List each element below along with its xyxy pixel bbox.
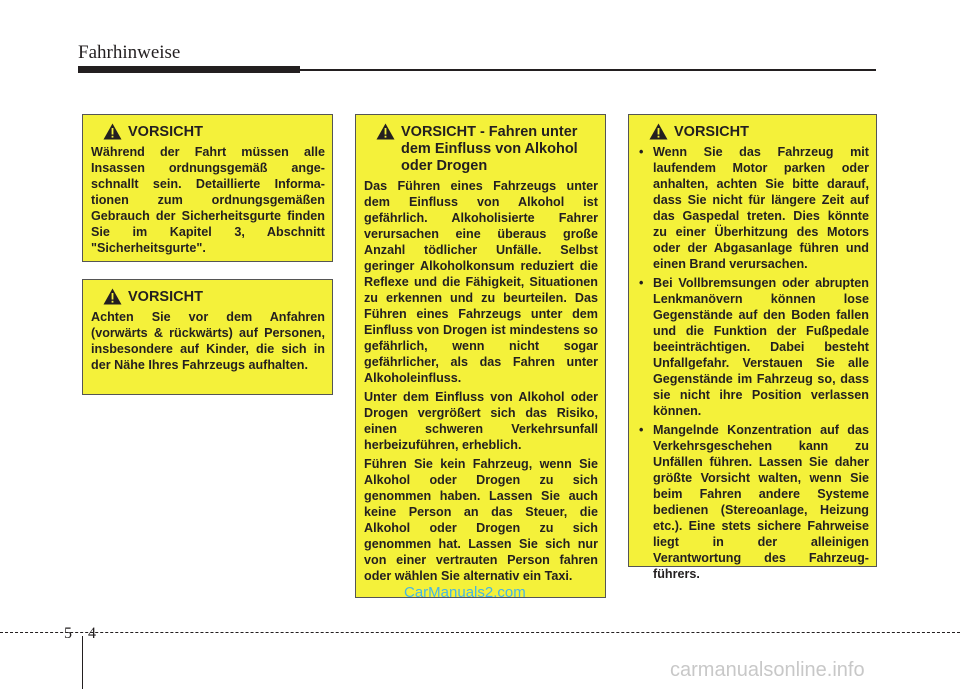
list-item: • Mangelnde Konzentration auf das Verkehrsgeschehen kann zu Unfällen führen. Lassen Sie daher größte Vorsicht walten, wenn Sie beim Fahren andere Systeme bedienen (Stereoanlage, Heizung etc.). Eine stets sichere Fahrweise liegt in der alleinigen Verantwortung des Fahrzeugführers. bbox=[637, 422, 869, 582]
warning-triangle-icon bbox=[103, 288, 122, 305]
caution-box-title: VORSICHT - Fahren unter dem Einfluss von Alkohol oder Drogen bbox=[401, 124, 578, 174]
caution-box-driving-safety bbox=[628, 114, 877, 581]
caution-box-text: Während der Fahrt müssen alle Insassen ordnungsgemäß angeschnallt sein. Detaillierte Informationen zum ordnungsgemäßen Gebrauch der Sicherheitsgurte finden Sie im Kapitel 3, Abschnitt "Sicherheitsgurte". bbox=[91, 145, 325, 255]
caution-box-pedestrians bbox=[82, 279, 333, 395]
header-rule-thin bbox=[300, 69, 876, 71]
list-item: • Wenn Sie das Fahrzeug mit laufendem Motor parken oder anhalten, achten Sie bitte darauf, dass Sie nicht für längere Zeit auf das Gaspedal treten. Dies könnte zu einer Überhitzung des Motors oder der Abgasanlage führen und einen Brand verursachen. bbox=[637, 144, 869, 272]
page-number: 4 bbox=[88, 625, 96, 642]
caution-bullet-list bbox=[637, 144, 869, 582]
caution-box-title: VORSICHT bbox=[128, 289, 203, 305]
caution-box-header bbox=[364, 124, 598, 175]
footer-watermark: carmanualsonline.info bbox=[670, 659, 865, 681]
caution-box-header bbox=[91, 124, 325, 141]
watermark-link[interactable]: CarManuals2.com bbox=[404, 584, 526, 601]
caution-box-header bbox=[91, 289, 325, 306]
warning-triangle-icon bbox=[103, 123, 122, 140]
list-item: • Bei Vollbremsungen oder abrupten Lenkmanövern können lose Gegenstände auf den Boden fallen und die Funktion der Fußpedale beeinträchtigen. Dabei besteht Unfallgefahr. Verstauen Sie alle Gegenstände im Fahrzeug so, dass sie nicht ihre Position verlassen können. bbox=[637, 275, 869, 419]
caution-box-text: Unter dem Einfluss von Alkohol oder Drogen vergrößert sich das Risiko, einen schweren Verkehrsunfall herbeizuführen, erheblich. bbox=[364, 390, 598, 452]
header-rule-thick bbox=[78, 66, 300, 73]
page-number-divider bbox=[82, 636, 83, 689]
caution-box-header bbox=[637, 124, 869, 141]
warning-triangle-icon bbox=[376, 123, 395, 140]
caution-box-text: Achten Sie vor dem Anfahren (vorwärts & rückwärts) auf Personen, insbesondere auf Kinder, die sich in der Nähe Ihres Fahrzeugs aufhalten. bbox=[91, 310, 325, 372]
page-section-title: Fahrhinweise bbox=[78, 42, 181, 63]
caution-box-text: Das Führen eines Fahrzeugs unter dem Einfluss von Alkohol ist gefährlich. Alkoholisierte Fahrer verursachen eine überaus große Anzahl tödlicher Unfälle. Selbst geringer Alkoholkonsum reduziert die Reflexe und die Fähigkeit, Situationen zu erkennen und zu beurteilen. Das Führen eines Fahrzeugs unter dem Einfluss von Drogen ist mindestens so gefährlich, wenn nicht sogar gefährlicher, als das Fahren unter Alkoholeinfluss. bbox=[364, 179, 598, 385]
caution-box-text: Führen Sie kein Fahrzeug, wenn Sie Alkohol oder Drogen zu sich genommen haben. Lassen Sie auch keine Person an das Steuer, die Alkohol oder Drogen zu sich genommen hat. Lassen Sie sich nur von einer vertrauten Person fahren oder wählen Sie alternativ ein Taxi. bbox=[364, 457, 598, 583]
warning-triangle-icon bbox=[649, 123, 668, 140]
caution-box-title: VORSICHT bbox=[674, 124, 749, 140]
chapter-number: 5 bbox=[64, 625, 72, 642]
footer-divider bbox=[0, 632, 960, 633]
caution-box-title: VORSICHT bbox=[128, 124, 203, 140]
caution-box-alcohol-drugs bbox=[355, 114, 606, 598]
caution-box-seatbelts bbox=[82, 114, 333, 262]
